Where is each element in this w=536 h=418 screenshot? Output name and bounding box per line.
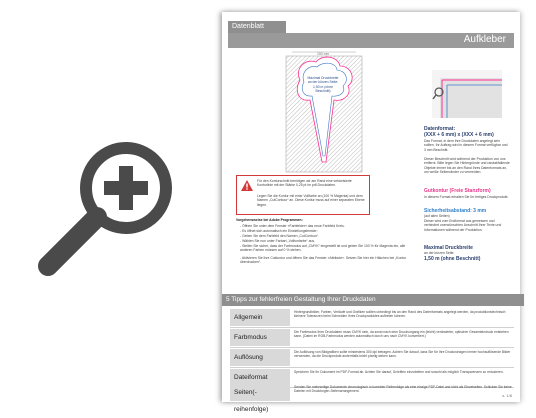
datasheet-page	[222, 12, 520, 413]
title-bar	[228, 33, 514, 48]
sicherheit-text: Dieser wird vom Endformat aus gemessen und verhindert unerwünschten Anschnitt Ihrer Texte und Informationen während der Produktion.	[424, 219, 502, 232]
header-tab: Datenblatt	[228, 21, 286, 33]
tip-text: Speichern Sie Ihr Dokument im PDF-Format ab. Achten Sie darauf, Schriften einzubetten und sowohl als möglich Transparenzen zu reduzieren.	[294, 370, 504, 374]
beschnitt-text: Dieser Beschnitt wird während der Produktion von uns entfernt. Bitte legen Sie Hintergründe und randabfallende Objekte immer bis an den Rand Ihres Datenformats an, um weiße Seitenränder zu vermeiden.	[424, 157, 510, 175]
procedure-step-2: - Es öffnet sich automatisch ein Einstellungsfenster:	[240, 229, 318, 233]
warning-text-2: Legen Sie die Kontur mit einer Vollfarbe an (100 % Magenta) und dem Namen „CutContour“ an. Diese Kontur muss auf einer separaten Ebene liegen.	[257, 194, 365, 207]
tip-label: Allgemein	[230, 309, 290, 326]
procedure-step-3: - Geben Sie dem Farbfeld den Namen „CutContour“.	[240, 234, 319, 238]
maximal-sub: an der kürzen Seite:	[424, 251, 455, 255]
tips-header: 5 Tipps zur fehlerfreien Gestaltung Ihrer Druckdaten	[222, 294, 524, 306]
tip-row	[230, 328, 514, 348]
warning-text-1: Für den Konturschnitt benötigen wir am Rand eine vektorisierte Konturlinie mit der Stärke 0,25 pt im pdf-Druckdaten.	[257, 179, 352, 188]
procedure-step-1: - Öffnen Sie unter dem Fenster »Farbfelder« das neue Farbfeld Kreis.	[240, 224, 345, 228]
procedure-step-5: - Stellen Sie sicher, dass der Farbmodus auf „CMYK“ eingestellt ist und geben Sie 100 % für Magenta ein, alle anderen Farben müssen auf 0 % stehen.	[240, 244, 406, 253]
datenformat-title: Datenformat:	[424, 126, 456, 132]
tip-row	[230, 383, 514, 413]
tip-text: Die Auflösung von Bildgrafiken sollte mindestens 300 dpi betragen. Achten Sie darauf, dass Sie für Ihre Druckvorlagen immer hochauflösende Bilder verwenden, da die Druckprodukt andernfalls leicht pixelig wirken kann.	[294, 350, 511, 359]
datenformat-value: (XXX + 6 mm) x (XXX + 6 mm)	[424, 132, 494, 138]
tip-label: Dateiformat	[230, 369, 290, 386]
tip-label: Seiten(-reihenfolge)	[230, 384, 290, 401]
dimension-label: 150 mm	[317, 52, 330, 56]
procedure-step-6: - Aktivieren Sie Ihre Cutkontur und öffnen Sie das Fenster »Attribute«. Setzen Sie hier ein Häkchen bei „Kontur überdrucken“.	[240, 256, 407, 265]
sicherheit-sub: (auf allen Seiten)	[424, 214, 450, 218]
tip-text: Senden Sie mehrseitige Dokumente chronologisch in korrekter Reihenfolge als eine einzige PDF-Datei und nicht als Einzelseiten. Schicken Sie keine Dateien mit Druckbogen-Seitenarrangement.	[294, 385, 512, 394]
procedure-step-4: - Wählen Sie nun unter Farbart „Volltonfarbe“ aus.	[240, 239, 316, 243]
tip-label: Auflösung	[230, 349, 290, 366]
sicherheit-title: Sicherheitsabstand: 3 mm	[424, 208, 487, 214]
datenformat-text: Das Format, in dem Ihre Druckdaten angelegt sein sollten. Ihr Auftrag wird in diesem Format verfügbar und 3 mm Beschnitt.	[424, 139, 508, 152]
magnifier-plus-icon[interactable]	[34, 133, 184, 283]
tip-text: Hintergrundbilder, Farben, Verläufe und Grafiken sollten unbedingt bis an den Rand des Datenformats angelegt werden, da produktionstechnisch kleinere Toleranzen beim Schneiden Ihres Druckproduktes auftreten können.	[294, 310, 506, 319]
maximal-value: 1,50 m (ohne Beschnitt)	[424, 256, 481, 262]
tip-text: Die Farbmodus Ihrer Druckdaten muss CMYK sein, da sonst nach dem Druckvorgang ein (leicht) veränderter, optischer Gesamteindruck entstehen kann. (Daten im RGB-Farbmodus werden automatisch durch uns nach CMYK konvertiert.)	[294, 330, 509, 339]
gutkontur-text: In diesem Format erhalten Sie Ihr fertiges Druckprodukt.	[424, 195, 509, 199]
sticker-shape-diagram	[286, 50, 362, 172]
tip-row	[230, 308, 514, 328]
shape-max-width-label: Maximal Druckbreite an der kürzen Seite: 1,50 m (ohne Beschnitt)	[307, 76, 339, 94]
page-number: s. 1/8	[502, 393, 512, 398]
warning-icon	[241, 180, 253, 191]
gutkontur-title: Gutkontur (Freie Stanzform)	[424, 188, 491, 194]
maximal-title: Maximal Druckbreite	[424, 245, 473, 251]
tip-label: Farbmodus	[230, 329, 290, 346]
tip-row	[230, 348, 514, 368]
corner-detail-diagram	[432, 70, 502, 118]
procedure-title: Vorgehensweise bei Adobe Programmen:	[236, 218, 303, 222]
page-title: Aufkleber	[463, 34, 506, 45]
warning-box	[236, 175, 370, 215]
